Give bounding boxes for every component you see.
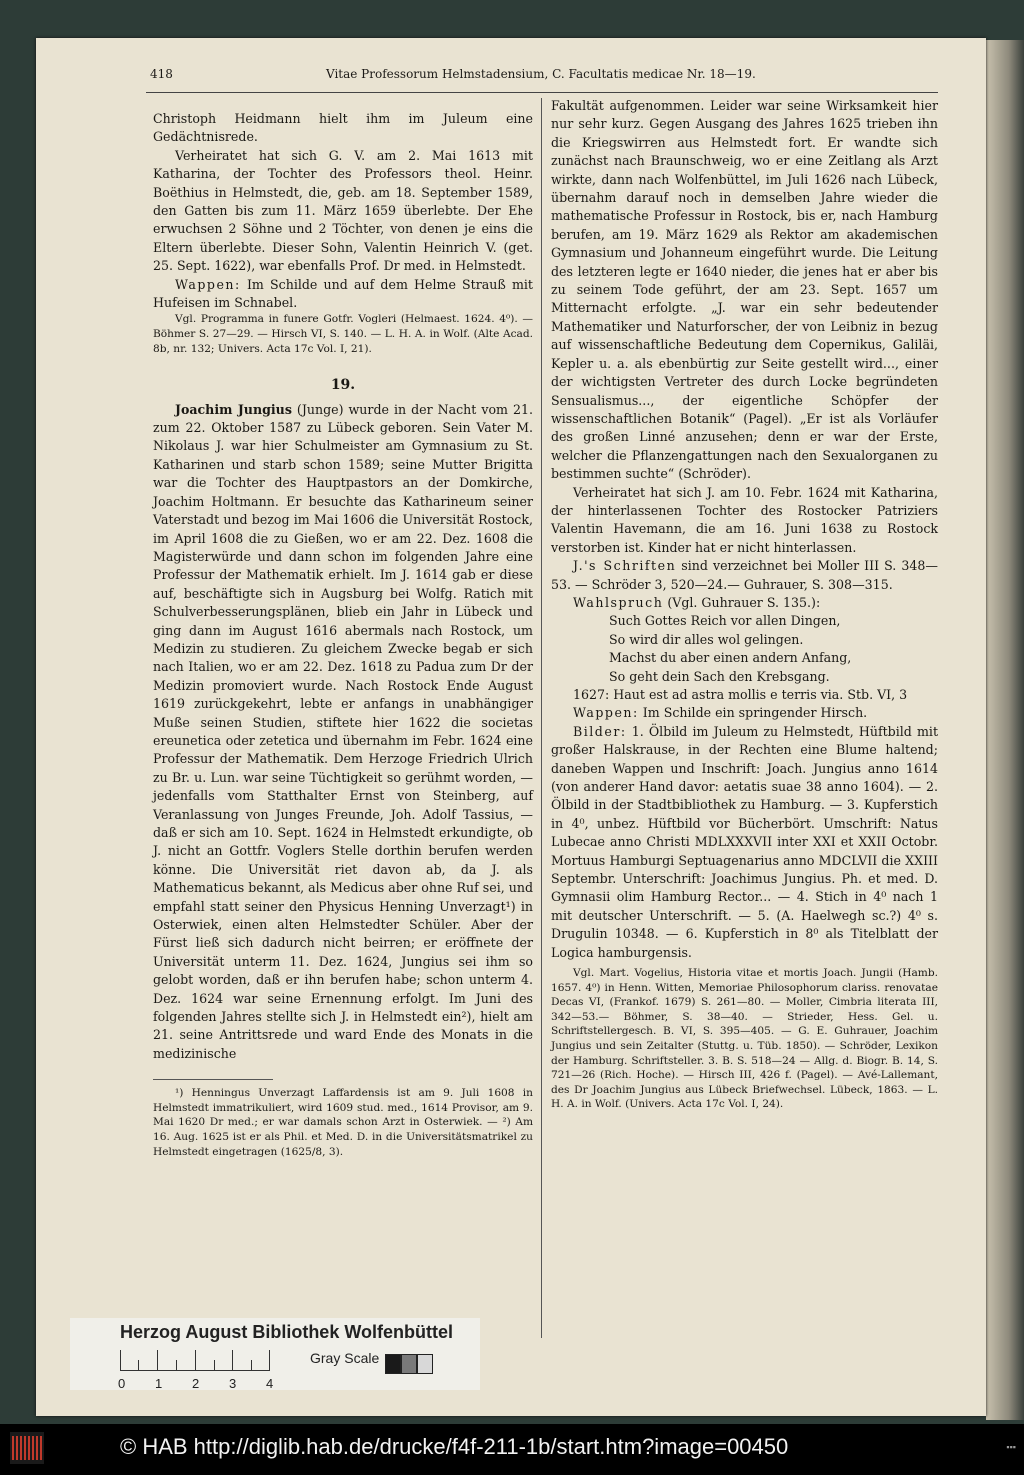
hab-logo-icon (10, 1432, 44, 1464)
scale-number: 1 (155, 1376, 163, 1391)
footnotes: ¹) Henningus Unverzagt Laffardensis ist am 9. Juli 1608 in Helmstedt immatrikuliert, wird 1609 stud. med., 1614 Provisor, am 9. Mai 1620 Dr med.; er war damals schon Arzt in Osterwiek. — ²) Am 16. Aug. 1625 ist er als Phil. et Med. D. in die Universitätsmatrikel zu Helmstedt eingetragen (1625/8, 3). (153, 1087, 533, 1158)
paragraph: Christoph Heidmann hielt ihm im Juleum eine Gedächtnisrede. (153, 111, 533, 145)
wahlspruch-paragraph (551, 594, 938, 612)
scale-number: 2 (192, 1376, 200, 1391)
wappen-text: Im Schilde und auf dem Helme Strauß mit Hufeisen im Schnabel. (153, 276, 533, 311)
column-rule (541, 98, 542, 1338)
wappen-label: Wappen: (573, 705, 639, 721)
wappen-paragraph (153, 276, 533, 313)
wappen-text: Im Schilde ein springender Hirsch. (638, 705, 868, 721)
bilder-label: Bilder: (573, 723, 627, 739)
ruler-tick (232, 1350, 233, 1370)
ruler-tick (251, 1360, 252, 1370)
scale-number: 4 (266, 1376, 274, 1391)
footnote-rule (153, 1079, 273, 1080)
wahlspruch-text: (Vgl. Guhrauer S. 135.): (663, 594, 821, 610)
gray-scale-label: Gray Scale (310, 1350, 380, 1366)
ruler-tick (157, 1350, 158, 1370)
gray-patch (417, 1354, 433, 1374)
schriften-label: J.'s Schriften (573, 558, 677, 574)
verse-line: Such Gottes Reich vor allen Dingen, (609, 613, 841, 629)
footer-bar (0, 1424, 1024, 1475)
paragraph: Fakultät aufgenommen. Leider war seine Wirksamkeit hier nur sehr kurz. Gegen Ausgang des Jahres 1625 trieben ihn die Kriegswirren aus Helmstedt fort. Er wandte sich zunächst nach Braunschweig, wo er eine Zeitlang als Arzt wirkte, dann nach Wolfenbüttel, im Juli 1626 nach Lübeck, übernahm darauf noch in demselben Jahre wieder die mathematische Professur in Rostock, bis er, nach Hamburg berufen, am 19. März 1629 als Rektor am akademischen Gymnasium und Johanneum eingeführt wurde. Die Leitung des letzteren legte er 1640 nieder, die jenes hat er aber bis zu seinem Tode geführt, der am 23. Sept. 1657 um Mitternacht erfolgte. „J. war ein sehr bedeutender Mathematiker und Naturforscher, der von Leibniz in bezug auf wissenschaftliche Bedeutung dem Copernikus, Galiläi, Kepler u. a. als ebenbürtig zur Seite gestellt wird..., einer der wichtigsten Vertreter des durch Locke begründeten Sensualismus..., der eigentliche Schöpfer der wissenschaftlichen Botanik“ (Pagel). „Er ist als Vorläufer des großen Linné anzusehen; denn er war der Erste, welcher die Pflanzengattungen nach den Sexualorganen zu bestimmen suchte“ (Schröder). (551, 98, 938, 482)
ruler-tick (138, 1360, 139, 1370)
bilder-paragraph (551, 723, 938, 962)
references: Vgl. Programma in funere Gotfr. Vogleri (Helmaest. 1624. 4⁰). — Böhmer S. 27—29. — Hirsch VI, S. 140. — L. H. A. in Wolf. (Alte Acad. 8b, nr. 132; Univers. Acta 17c Vol. I, 21). (153, 313, 533, 355)
ruler-tick (269, 1350, 270, 1370)
right-column (551, 97, 938, 1112)
scale-number: 0 (118, 1376, 126, 1391)
schriften-text: sind verzeichnet bei Moller III S. 348—53. — Schröder 3, 520—24.— Guhrauer, S. 308—315. (551, 558, 938, 592)
biography-paragraph (153, 401, 533, 1064)
footer-mark: ▪▪▪ (1006, 1442, 1016, 1452)
library-color-bar (70, 1318, 480, 1390)
motto-1627: 1627: Haut est ad astra mollis e terris via. Stb. VI, 3 (573, 687, 908, 702)
gray-patch (385, 1354, 401, 1374)
verse-line: So geht dein Sach den Krebsgang. (609, 668, 830, 684)
book-spine (986, 40, 1024, 1420)
verse-line: Machst du aber einen andern Anfang, (609, 650, 852, 666)
left-column (153, 110, 533, 1159)
header-rule (146, 92, 938, 93)
library-name: Herzog August Bibliothek Wolfenbüttel (120, 1322, 453, 1342)
biography-text: (Junge) wurde in der Nacht vom 21. zum 22. Oktober 1587 zu Lübeck geboren. Sein Vater M. Nikolaus J. war hier Schulmeister am Gymnasium zu St. Katharinen und starb schon 1589; seine Mutter Brigitta war die Tochter des Hauptpastors an der Domkirche, Joachim Holtmann. Er besuchte das Katharineum seiner Vaterstadt und bezog im Mai 1606 die Universität Rostock, im April 1608 die zu Gießen, wo er am 22. Dez. 1608 die Magisterwürde und dann schon im folgenden Jahre eine Professur der Mathematik erhielt. Im J. 1614 gab er diese auf, beschäftigte sich in Augsburg bei Wolfg. Ratich mit Schulverbesserungsplänen, blieb ein Jahr in Lübeck und ging dann im August 1616 abermals nach Rostock, um Medizin zu studieren. Zu gleichem Zwecke begab er sich nach Italien, wo er am 22. Dez. 1618 zu Padua zum Dr der Medizin promoviert wurde. Nach Rostock Ende August 1619 zurückgekehrt, lebte er anfangs in unabhängiger Muße seinen Studien, stiftete hier 1622 die societas ereunetica oder zetetica und übernahm im Febr. 1624 eine Professur der Mathematik. Dem Herzoge Friedrich Ulrich zu Br. u. Lun. war seine Tüchtigkeit so gerühmt worden, — jedenfalls vom Statthalter Ernst von Steinberg, auf Veranlassung von Junges Freunde, Joh. Adolf Tassius, — daß er sich am 10. Sept. 1624 in Helmstedt erkundigte, ob J. nicht an Gottfr. Voglers Stelle dorthin berufen werden könne. Die Universität riet davon ab, da J. als Mathematicus bekannt, als Medicus aber ohne Ruf sei, und empfahl statt seiner den Physicus Henning Unverzagt¹) in Osterwiek, einen alten Helmstedter Schüler. Aber der Fürst ließ sich dadurch nicht beirren; er eröffnete der Universität unterm 11. Dez. 1624, Jungius sei ihm so gelobt worden, daß er ihn berufen habe; schon unterm 4. Dez. 1624 war seine Ernennung erfolgt. Im Juni des folgenden Jahres stellte sich J. in Helmstedt ein²), hielt am 21. seine Antrittsrede und ward Ende des Monats in die medizinische (153, 401, 534, 1061)
paragraph: Verheiratet hat sich J. am 10. Febr. 1624 mit Katharina, der hinterlassenen Tochter des Rostocker Patriziers Valentin Havemann, die am 16. Juni 1638 zu Rostock verstorben ist. Kinder hat er nicht hinterlassen. (551, 484, 938, 555)
ruler-tick (195, 1350, 196, 1370)
gray-patch (401, 1354, 417, 1374)
wappen-label: Wappen: (175, 276, 241, 292)
person-name: Joachim Jungius (175, 401, 292, 417)
references: Vgl. Mart. Vogelius, Historia vitae et mortis Joach. Jungii (Hamb. 1657. 4⁰) in Henn. Witten, Memoriae Philosophorum clariss. renovatae Decas VI, (Frankof. 1679) S. 261—80. — Moller, Cimbria literata III, 342—53.— Böhmer, S. 38—40. — Strieder, Hess. Gel. u. Schriftstellergesch. B. VI, S. 395—405. — G. E. Guhrauer, Joachim Jungius und sein Zeitalter (Stuttg. u. Tüb. 1850). — Schröder, Lexikon der Hamburg. Schriftsteller. 3. B. S. 518—24 — Allg. d. Biogr. B. 14, S. 721—26 (Rich. Hoche). — Hirsch III, 426 f. (Pagel). — Avé-Lallemant, des Dr Joachim Jungius aus Lübeck Briefwechsel. Lübeck, 1863. — L. H. A. in Wolf. (Univers. Acta 17c Vol. I, 24). (551, 967, 938, 1111)
ruler-tick (214, 1360, 215, 1370)
copyright-url[interactable]: © HAB http://diglib.hab.de/drucke/f4f-211-1b/start.htm?image=00450 (120, 1434, 789, 1459)
ruler-tick (176, 1360, 177, 1370)
schriften-paragraph (551, 557, 938, 594)
ruler (120, 1350, 270, 1371)
wappen-paragraph (551, 704, 938, 722)
verse-line: So wird dir alles wol gelingen. (609, 631, 804, 647)
scale-number: 3 (229, 1376, 237, 1391)
paragraph: Verheiratet hat sich G. V. am 2. Mai 1613 mit Katharina, der Tochter des Professors theol. Heinr. Boëthius in Helmstedt, die, geb. am 18. September 1589, den Gatten bis zum 11. März 1659 überlebte. Der Ehe erwuchsen 2 Söhne und 2 Töchter, von denen je eins die Eltern überlebte. Dieser Sohn, Valentin Heinrich V. (get. 25. Sept. 1622), war ebenfalls Prof. Dr med. in Helmstedt. (153, 147, 533, 274)
running-title: Vitae Professorum Helmstadensium, C. Facultatis medicae Nr. 18—19. (326, 67, 756, 81)
section-number: 19. (330, 377, 356, 394)
ruler-tick (120, 1350, 121, 1370)
wahlspruch-label: Wahlspruch (573, 594, 664, 610)
page-number: 418 (150, 67, 173, 81)
bilder-text: 1. Ölbild im Juleum zu Helmstedt, Hüftbild mit großer Halskrause, in der Rechten eine Blume haltend; daneben Wappen und Inschrift: Joach. Jungius anno 1614 (von anderer Hand davor: aetatis suae 38 anno 1604). — 2. Ölbild in der Stadtbibliothek zu Hamburg. — 3. Kupferstich in 4⁰, unbez. Hüftbild vor Bücherbört. Umschrift: Natus Lubecae anno Christi MDLXXXVII inter XXI et XXII Octobr. Mortuus Hamburgi Septuagenarius anno MDCLVII die XXIII Septembr. Unterschrift: Joachimus Jungius. Ph. et med. D. Gymnasii olim Hamburg Rector... — 4. Stich in 4⁰ nach 1 mit deutscher Unterschrift. — 5. (A. Haelwegh sc.?) 4⁰ s. Drugulin 10348. — 6. Kupferstich in 8⁰ als Titelblatt der Logica hamburgensis. (551, 723, 938, 960)
